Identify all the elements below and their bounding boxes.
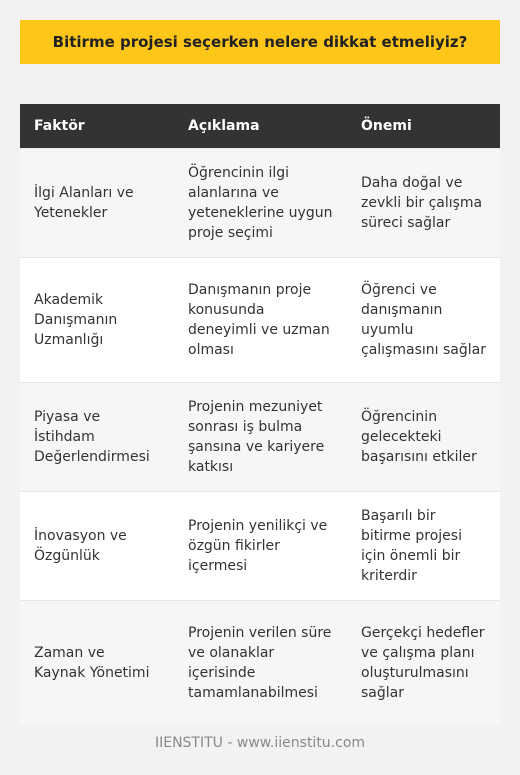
cell-description: Projenin yenilikçi ve özgün fikirler içermesi bbox=[174, 492, 347, 601]
cell-factor: Piyasa ve İstihdam Değerlendirmesi bbox=[20, 383, 174, 492]
table-header-row bbox=[20, 104, 500, 149]
cell-factor: Akademik Danışmanın Uzmanlığı bbox=[20, 258, 174, 383]
column-header-factor: Faktör bbox=[20, 104, 174, 149]
page-title: Bitirme projesi seçerken nelere dikkat etmeliyiz? bbox=[52, 33, 468, 51]
cell-description: Danışmanın proje konusunda deneyimli ve uzman olması bbox=[174, 258, 347, 383]
table-row bbox=[20, 258, 500, 383]
cell-importance: Daha doğal ve zevkli bir çalışma süreci sağlar bbox=[347, 149, 500, 258]
table-row bbox=[20, 492, 500, 601]
column-header-importance: Önemi bbox=[347, 104, 500, 149]
cell-description: Projenin mezuniyet sonrası iş bulma şansına ve kariyere katkısı bbox=[174, 383, 347, 492]
cell-importance: Başarılı bir bitirme projesi için önemli bir kriterdir bbox=[347, 492, 500, 601]
cell-importance: Gerçekçi hedefler ve çalışma planı oluşturulmasını sağlar bbox=[347, 601, 500, 726]
column-header-description: Açıklama bbox=[174, 104, 347, 149]
title-banner bbox=[20, 20, 500, 64]
table-row bbox=[20, 383, 500, 492]
table-row bbox=[20, 149, 500, 258]
cell-factor: Zaman ve Kaynak Yönetimi bbox=[20, 601, 174, 726]
table-row bbox=[20, 601, 500, 726]
cell-factor: İnovasyon ve Özgünlük bbox=[20, 492, 174, 601]
cell-importance: Öğrenci ve danışmanın uyumlu çalışmasını sağlar bbox=[347, 258, 500, 383]
factors-table bbox=[20, 104, 500, 725]
cell-description: Öğrencinin ilgi alanlarına ve yeteneklerine uygun proje seçimi bbox=[174, 149, 347, 258]
cell-description: Projenin verilen süre ve olanaklar içerisinde tamamlanabilmesi bbox=[174, 601, 347, 726]
cell-importance: Öğrencinin gelecekteki başarısını etkiler bbox=[347, 383, 500, 492]
footer-credit: IIENSTITU - www.iienstitu.com bbox=[154, 735, 366, 751]
cell-factor: İlgi Alanları ve Yetenekler bbox=[20, 149, 174, 258]
